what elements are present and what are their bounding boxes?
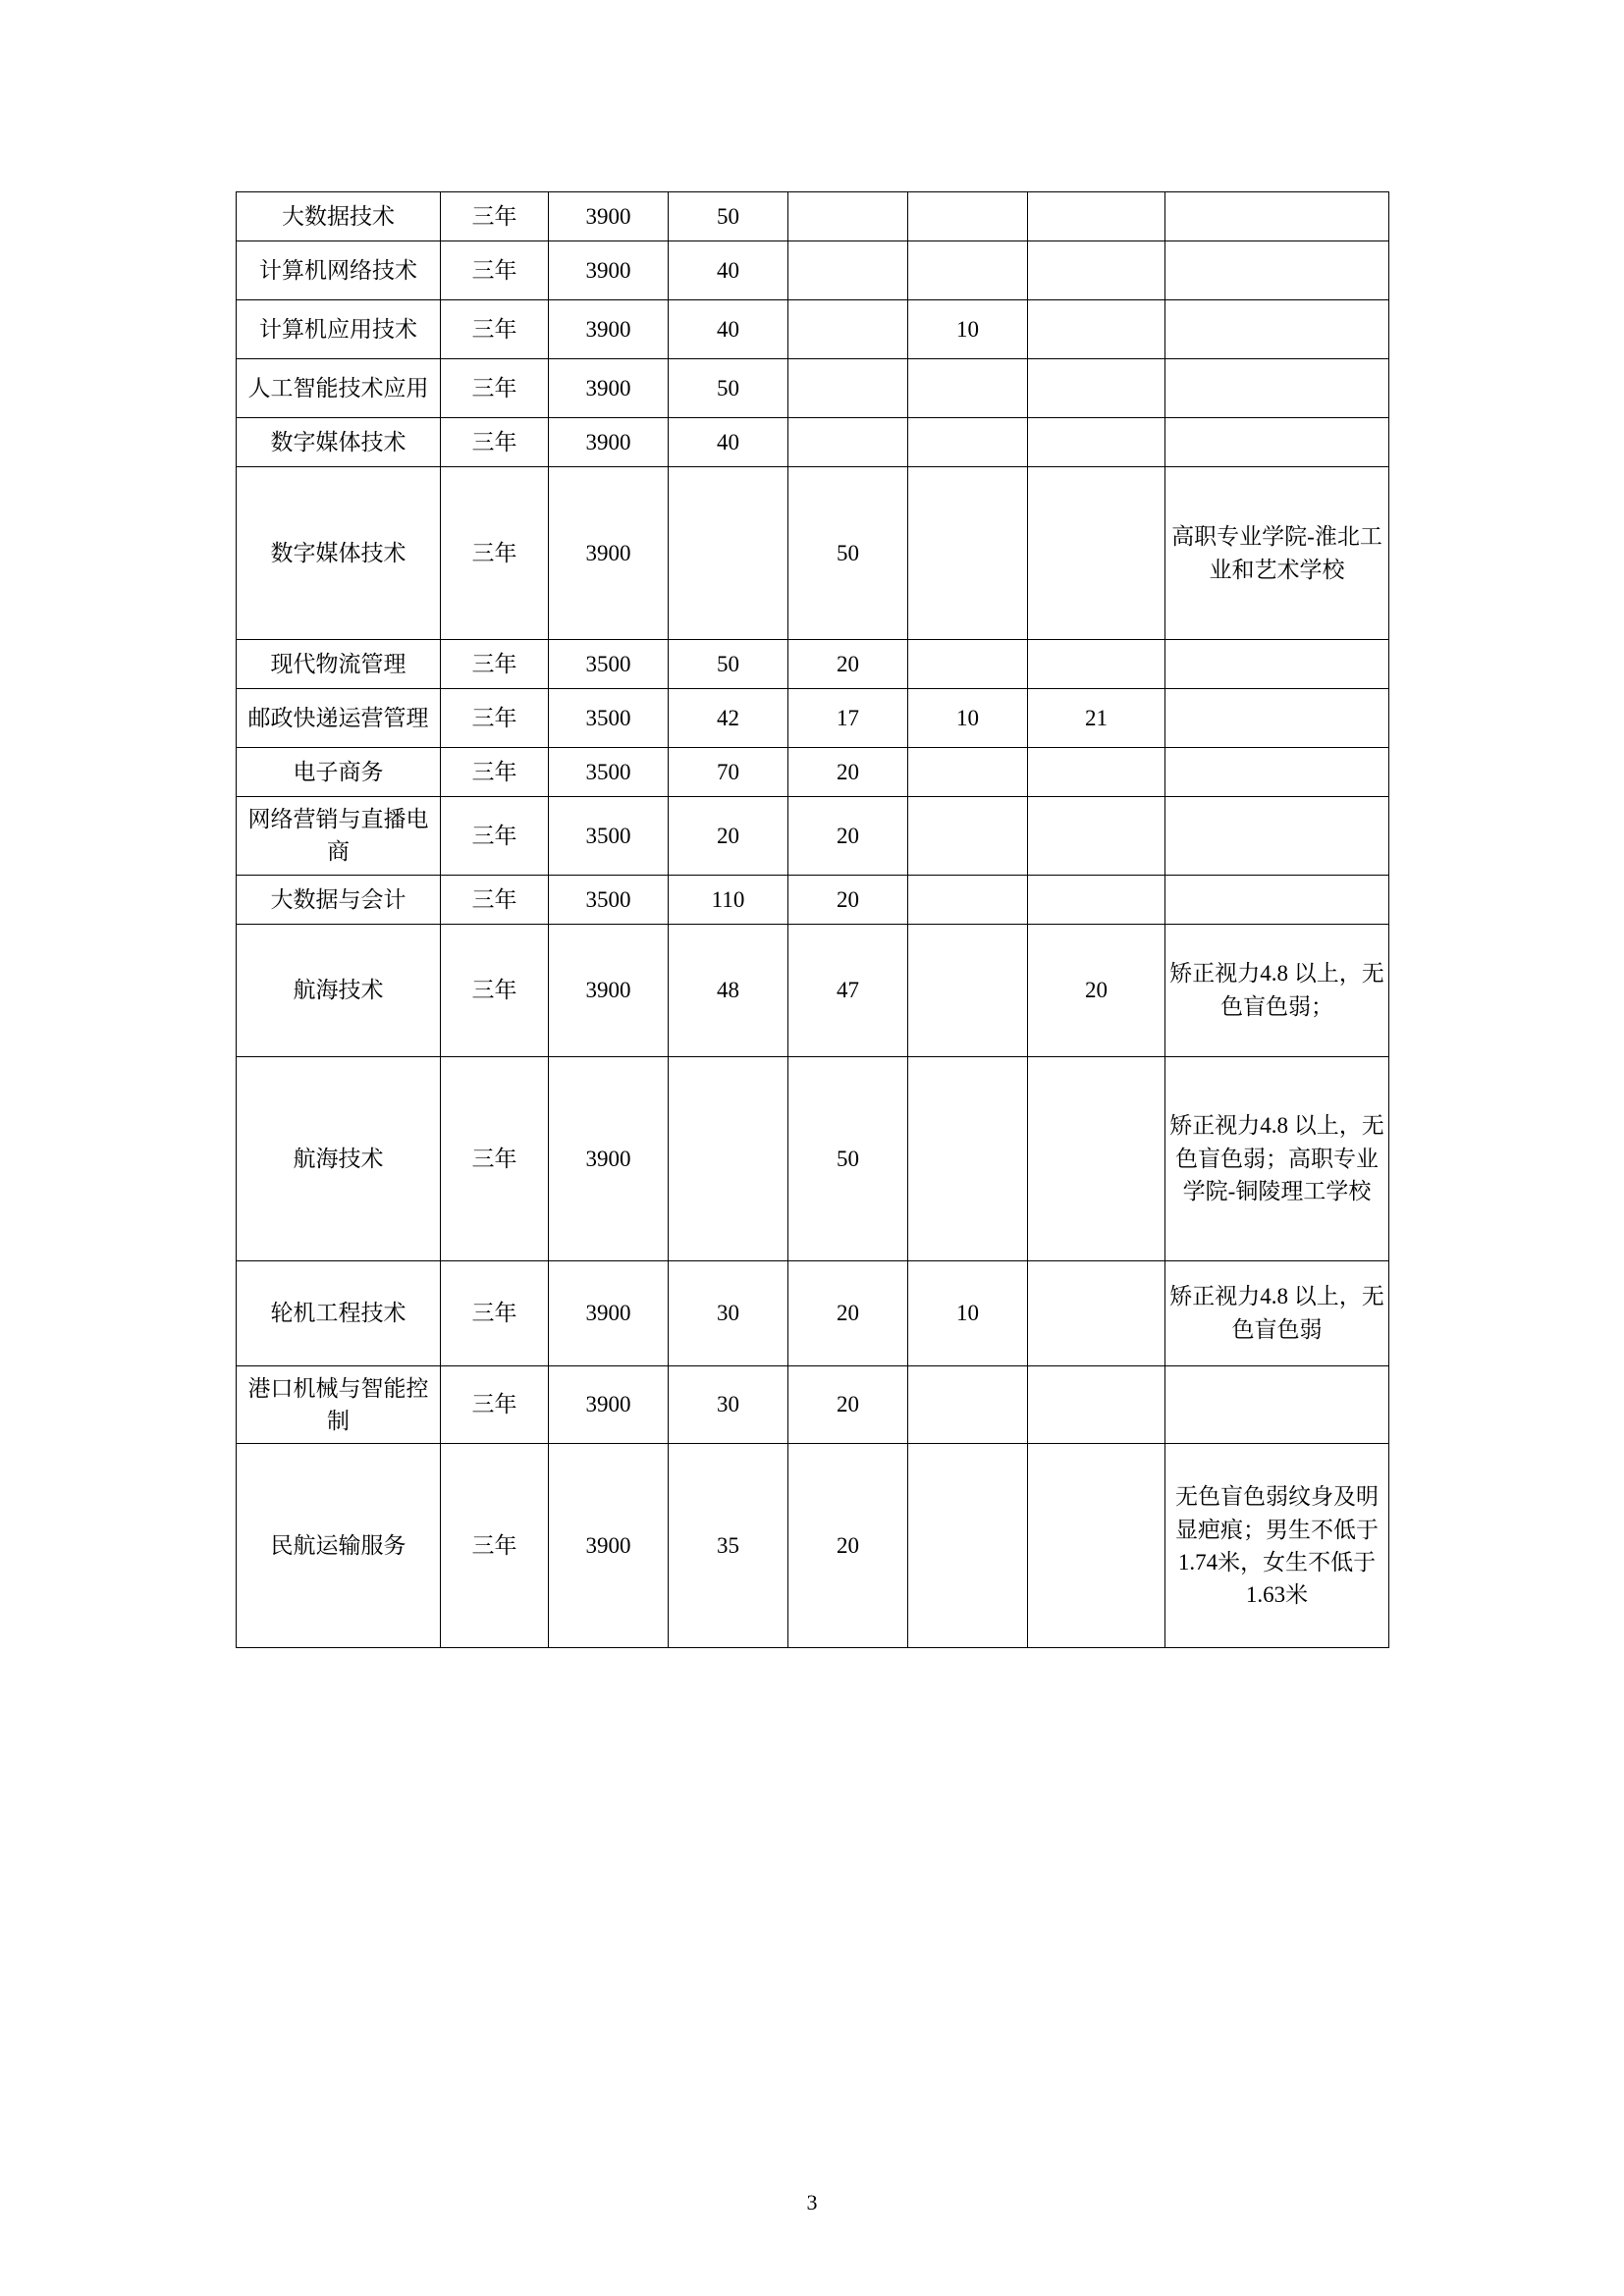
table-cell-major: 港口机械与智能控制 bbox=[237, 1365, 441, 1444]
table-cell-plan_c bbox=[908, 640, 1028, 689]
table-cell-plan_c bbox=[908, 875, 1028, 924]
table-cell-duration: 三年 bbox=[441, 467, 549, 640]
table-cell-plan_c bbox=[908, 192, 1028, 241]
table-cell-major: 网络营销与直播电商 bbox=[237, 797, 441, 876]
table-cell-duration: 三年 bbox=[441, 924, 549, 1056]
table-cell-tuition: 3500 bbox=[549, 640, 669, 689]
table-cell-duration: 三年 bbox=[441, 300, 549, 359]
table-cell-tuition: 3900 bbox=[549, 1365, 669, 1444]
table-cell-plan_b: 20 bbox=[788, 1444, 908, 1648]
table-cell-plan_b: 20 bbox=[788, 748, 908, 797]
table-cell-duration: 三年 bbox=[441, 1260, 549, 1365]
table-row bbox=[237, 192, 1389, 241]
table-cell-plan_a: 70 bbox=[669, 748, 788, 797]
table-cell-plan_c: 10 bbox=[908, 689, 1028, 748]
table-row bbox=[237, 875, 1389, 924]
table-cell-major: 大数据技术 bbox=[237, 192, 441, 241]
table-cell-plan_d bbox=[1028, 875, 1165, 924]
table-cell-plan_b: 20 bbox=[788, 797, 908, 876]
table-cell-major: 数字媒体技术 bbox=[237, 418, 441, 467]
table-cell-plan_a: 30 bbox=[669, 1260, 788, 1365]
table-cell-plan_d bbox=[1028, 300, 1165, 359]
table-cell-plan_a bbox=[669, 467, 788, 640]
table-row bbox=[237, 359, 1389, 418]
table-cell-remark bbox=[1165, 300, 1389, 359]
table-cell-plan_d: 20 bbox=[1028, 924, 1165, 1056]
table-cell-plan_a: 40 bbox=[669, 300, 788, 359]
table-cell-plan_a: 30 bbox=[669, 1365, 788, 1444]
table-row bbox=[237, 1365, 1389, 1444]
table-row bbox=[237, 467, 1389, 640]
table-cell-duration: 三年 bbox=[441, 1056, 549, 1260]
table-cell-major: 计算机网络技术 bbox=[237, 241, 441, 300]
table-cell-plan_d bbox=[1028, 1056, 1165, 1260]
table-cell-duration: 三年 bbox=[441, 359, 549, 418]
table-cell-plan_a: 35 bbox=[669, 1444, 788, 1648]
table-cell-plan_a bbox=[669, 1056, 788, 1260]
table-cell-major: 计算机应用技术 bbox=[237, 300, 441, 359]
table-cell-duration: 三年 bbox=[441, 748, 549, 797]
table-cell-tuition: 3900 bbox=[549, 924, 669, 1056]
table-cell-plan_c bbox=[908, 467, 1028, 640]
table-cell-plan_c: 10 bbox=[908, 1260, 1028, 1365]
table-cell-tuition: 3900 bbox=[549, 418, 669, 467]
table-cell-remark bbox=[1165, 748, 1389, 797]
table-row bbox=[237, 300, 1389, 359]
table-row bbox=[237, 689, 1389, 748]
table-cell-remark bbox=[1165, 1365, 1389, 1444]
page-number: 3 bbox=[806, 2190, 818, 2215]
table-cell-plan_d bbox=[1028, 418, 1165, 467]
table-cell-plan_d: 21 bbox=[1028, 689, 1165, 748]
table-cell-major: 人工智能技术应用 bbox=[237, 359, 441, 418]
table-row bbox=[237, 797, 1389, 876]
table-cell-major: 航海技术 bbox=[237, 1056, 441, 1260]
table-cell-plan_b bbox=[788, 192, 908, 241]
table-cell-duration: 三年 bbox=[441, 689, 549, 748]
table-cell-tuition: 3900 bbox=[549, 192, 669, 241]
table-cell-plan_c bbox=[908, 418, 1028, 467]
table-cell-tuition: 3900 bbox=[549, 241, 669, 300]
table-cell-plan_b bbox=[788, 300, 908, 359]
table-cell-remark bbox=[1165, 418, 1389, 467]
table-cell-plan_d bbox=[1028, 359, 1165, 418]
table-cell-duration: 三年 bbox=[441, 192, 549, 241]
table-cell-major: 民航运输服务 bbox=[237, 1444, 441, 1648]
table-cell-remark bbox=[1165, 875, 1389, 924]
table-cell-remark bbox=[1165, 689, 1389, 748]
table-cell-tuition: 3900 bbox=[549, 1056, 669, 1260]
table-cell-duration: 三年 bbox=[441, 241, 549, 300]
table-cell-plan_d bbox=[1028, 797, 1165, 876]
table-cell-plan_a: 50 bbox=[669, 640, 788, 689]
table-cell-remark bbox=[1165, 797, 1389, 876]
table-cell-plan_b: 50 bbox=[788, 467, 908, 640]
table-row bbox=[237, 1444, 1389, 1648]
table-cell-tuition: 3500 bbox=[549, 689, 669, 748]
table-cell-plan_a: 48 bbox=[669, 924, 788, 1056]
table-cell-remark bbox=[1165, 192, 1389, 241]
table-cell-plan_b: 17 bbox=[788, 689, 908, 748]
table-cell-plan_d bbox=[1028, 241, 1165, 300]
table-cell-plan_b: 20 bbox=[788, 1260, 908, 1365]
table-cell-plan_c bbox=[908, 748, 1028, 797]
table-cell-tuition: 3900 bbox=[549, 300, 669, 359]
table-cell-plan_c bbox=[908, 797, 1028, 876]
table-cell-major: 邮政快递运营管理 bbox=[237, 689, 441, 748]
table-cell-plan_c: 10 bbox=[908, 300, 1028, 359]
table-cell-major: 大数据与会计 bbox=[237, 875, 441, 924]
table-cell-major: 轮机工程技术 bbox=[237, 1260, 441, 1365]
table-cell-duration: 三年 bbox=[441, 875, 549, 924]
table-cell-remark bbox=[1165, 241, 1389, 300]
table-row bbox=[237, 924, 1389, 1056]
table-cell-plan_a: 20 bbox=[669, 797, 788, 876]
table-cell-remark: 高职专业学院-淮北工业和艺术学校 bbox=[1165, 467, 1389, 640]
table-cell-plan_b bbox=[788, 359, 908, 418]
table-cell-plan_a: 40 bbox=[669, 418, 788, 467]
table-cell-duration: 三年 bbox=[441, 1365, 549, 1444]
table-cell-duration: 三年 bbox=[441, 640, 549, 689]
table-cell-plan_d bbox=[1028, 1260, 1165, 1365]
table-cell-plan_a: 50 bbox=[669, 192, 788, 241]
table-cell-plan_b: 50 bbox=[788, 1056, 908, 1260]
table-cell-plan_a: 110 bbox=[669, 875, 788, 924]
table-cell-major: 航海技术 bbox=[237, 924, 441, 1056]
table-cell-plan_d bbox=[1028, 640, 1165, 689]
table-cell-major: 电子商务 bbox=[237, 748, 441, 797]
table-cell-tuition: 3900 bbox=[549, 467, 669, 640]
table-row bbox=[237, 640, 1389, 689]
table-cell-plan_b: 20 bbox=[788, 875, 908, 924]
table-cell-plan_d bbox=[1028, 192, 1165, 241]
table-cell-duration: 三年 bbox=[441, 797, 549, 876]
admission-plan-table bbox=[236, 191, 1389, 1648]
table-cell-remark bbox=[1165, 359, 1389, 418]
table-row bbox=[237, 1056, 1389, 1260]
table-cell-plan_d bbox=[1028, 1365, 1165, 1444]
table-cell-plan_c bbox=[908, 241, 1028, 300]
table-cell-tuition: 3900 bbox=[549, 1260, 669, 1365]
table-cell-plan_b bbox=[788, 241, 908, 300]
table-cell-plan_d bbox=[1028, 748, 1165, 797]
table-cell-plan_d bbox=[1028, 467, 1165, 640]
table-cell-major: 现代物流管理 bbox=[237, 640, 441, 689]
table-cell-duration: 三年 bbox=[441, 418, 549, 467]
table-row bbox=[237, 241, 1389, 300]
table-row bbox=[237, 1260, 1389, 1365]
table-cell-remark bbox=[1165, 640, 1389, 689]
table-cell-plan_a: 40 bbox=[669, 241, 788, 300]
table-cell-remark: 矫正视力4.8 以上，无色盲色弱；高职专业学院-铜陵理工学校 bbox=[1165, 1056, 1389, 1260]
table-cell-remark: 矫正视力4.8 以上，无色盲色弱； bbox=[1165, 924, 1389, 1056]
table-cell-plan_b: 20 bbox=[788, 640, 908, 689]
table-cell-plan_d bbox=[1028, 1444, 1165, 1648]
table-cell-plan_c bbox=[908, 359, 1028, 418]
table-row bbox=[237, 418, 1389, 467]
table-cell-plan_a: 42 bbox=[669, 689, 788, 748]
table-cell-remark: 无色盲色弱纹身及明显疤痕；男生不低于1.74米，女生不低于1.63米 bbox=[1165, 1444, 1389, 1648]
table-cell-plan_c bbox=[908, 1444, 1028, 1648]
table-cell-plan_b: 47 bbox=[788, 924, 908, 1056]
table-cell-tuition: 3900 bbox=[549, 1444, 669, 1648]
table-cell-plan_c bbox=[908, 1365, 1028, 1444]
table-cell-tuition: 3500 bbox=[549, 875, 669, 924]
table-cell-duration: 三年 bbox=[441, 1444, 549, 1648]
table-cell-plan_b: 20 bbox=[788, 1365, 908, 1444]
table-cell-tuition: 3500 bbox=[549, 748, 669, 797]
table-cell-tuition: 3500 bbox=[549, 797, 669, 876]
table-cell-plan_b bbox=[788, 418, 908, 467]
table-cell-plan_c bbox=[908, 924, 1028, 1056]
table-cell-tuition: 3900 bbox=[549, 359, 669, 418]
table-cell-remark: 矫正视力4.8 以上，无色盲色弱 bbox=[1165, 1260, 1389, 1365]
table-cell-plan_c bbox=[908, 1056, 1028, 1260]
table-cell-major: 数字媒体技术 bbox=[237, 467, 441, 640]
table-cell-plan_a: 50 bbox=[669, 359, 788, 418]
table-row bbox=[237, 748, 1389, 797]
